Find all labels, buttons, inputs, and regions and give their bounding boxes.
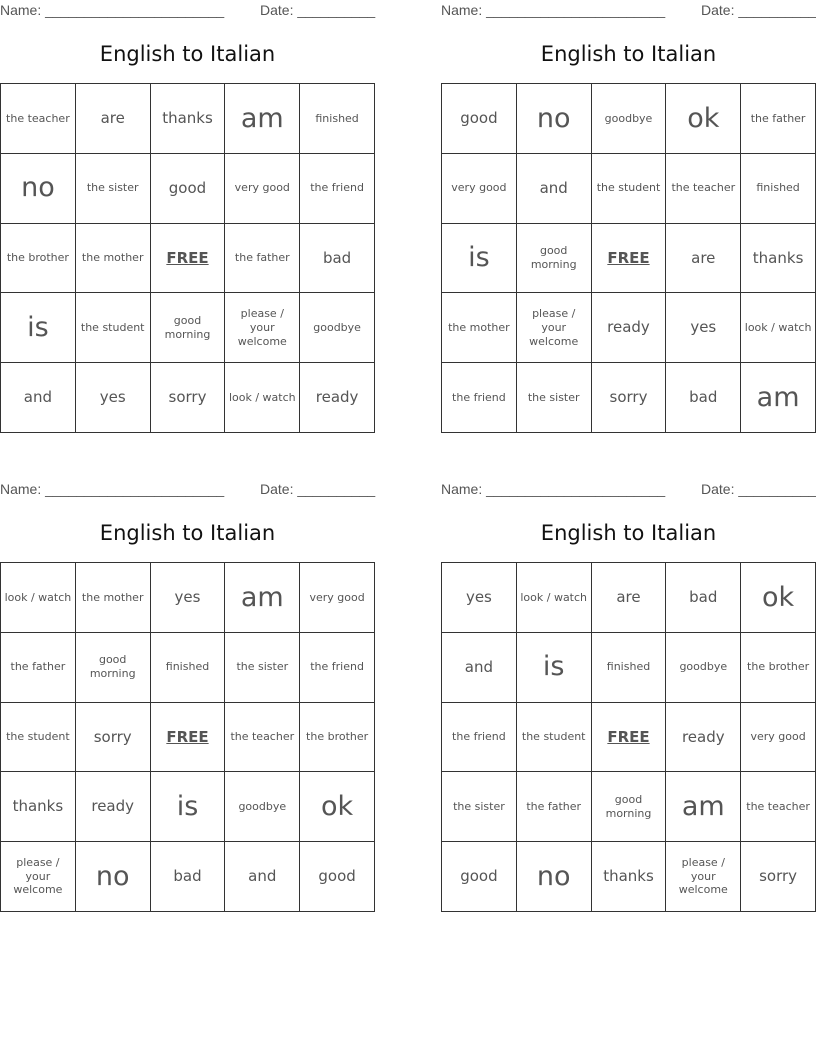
- bingo-cell-the-brother: the brother: [741, 633, 816, 703]
- bingo-cell-is: is: [517, 633, 592, 703]
- bingo-cell-good: good: [442, 842, 517, 912]
- bingo-cell-good: good: [442, 84, 517, 154]
- bingo-cell-thanks: thanks: [592, 842, 667, 912]
- bingo-cell-please-your-welcome: please / your welcome: [225, 293, 300, 363]
- bingo-cell-the-student: the student: [1, 703, 76, 773]
- bingo-cell-please-your-welcome: please / your welcome: [1, 842, 76, 912]
- bingo-cell-the-friend: the friend: [300, 154, 375, 224]
- bingo-cell-sorry: sorry: [76, 703, 151, 773]
- card-title: English to Italian: [99, 42, 276, 66]
- bingo-cell-bad: bad: [666, 363, 741, 433]
- free-space: FREE: [151, 703, 226, 773]
- bingo-cell-the-mother: the mother: [76, 563, 151, 633]
- bingo-cell-ok: ok: [666, 84, 741, 154]
- bingo-cell-ready: ready: [592, 293, 667, 363]
- bingo-cell-the-sister: the sister: [442, 772, 517, 842]
- bingo-card-4: [441, 479, 816, 919]
- bingo-cell-very-good: very good: [225, 154, 300, 224]
- bingo-cell-bad: bad: [666, 563, 741, 633]
- bingo-cell-look-watch: look / watch: [225, 363, 300, 433]
- bingo-cell-please-your-welcome: please / your welcome: [666, 842, 741, 912]
- bingo-cell-the-friend: the friend: [442, 363, 517, 433]
- date-line: Date: __________: [260, 2, 376, 18]
- card-header: [0, 0, 375, 20]
- bingo-cell-no: no: [517, 84, 592, 154]
- bingo-cell-am: am: [225, 563, 300, 633]
- bingo-cell-yes: yes: [442, 563, 517, 633]
- bingo-cell-yes: yes: [151, 563, 226, 633]
- bingo-cell-ready: ready: [76, 772, 151, 842]
- bingo-cell-the-sister: the sister: [517, 363, 592, 433]
- bingo-cell-ready: ready: [300, 363, 375, 433]
- free-space: FREE: [592, 224, 667, 294]
- bingo-cell-look-watch: look / watch: [741, 293, 816, 363]
- bingo-cell-goodbye: goodbye: [300, 293, 375, 363]
- bingo-cell-yes: yes: [666, 293, 741, 363]
- bingo-cell-the-teacher: the teacher: [225, 703, 300, 773]
- bingo-cell-good-morning: good morning: [151, 293, 226, 363]
- bingo-cell-are: are: [76, 84, 151, 154]
- name-line: Name: _______________________: [441, 481, 666, 497]
- bingo-cell-thanks: thanks: [151, 84, 226, 154]
- bingo-cell-the-sister: the sister: [225, 633, 300, 703]
- bingo-cell-the-teacher: the teacher: [741, 772, 816, 842]
- card-header: [441, 0, 816, 20]
- name-line: Name: _______________________: [0, 2, 225, 18]
- bingo-grid: [441, 562, 816, 912]
- bingo-cell-is: is: [1, 293, 76, 363]
- bingo-cell-am: am: [225, 84, 300, 154]
- bingo-cell-good: good: [300, 842, 375, 912]
- bingo-cell-the-student: the student: [517, 703, 592, 773]
- bingo-cell-finished: finished: [151, 633, 226, 703]
- bingo-cell-bad: bad: [300, 224, 375, 294]
- bingo-cell-the-brother: the brother: [300, 703, 375, 773]
- card-header: [441, 479, 816, 499]
- bingo-cell-the-sister: the sister: [76, 154, 151, 224]
- bingo-cell-the-brother: the brother: [1, 224, 76, 294]
- bingo-grid: [0, 562, 375, 912]
- bingo-card-2: [441, 0, 816, 440]
- bingo-cell-the-friend: the friend: [442, 703, 517, 773]
- bingo-cell-the-father: the father: [1, 633, 76, 703]
- bingo-cell-the-teacher: the teacher: [666, 154, 741, 224]
- free-space: FREE: [151, 224, 226, 294]
- bingo-cell-look-watch: look / watch: [1, 563, 76, 633]
- card-title: English to Italian: [540, 42, 717, 66]
- bingo-cell-yes: yes: [76, 363, 151, 433]
- bingo-cell-are: are: [592, 563, 667, 633]
- bingo-cell-goodbye: goodbye: [666, 633, 741, 703]
- bingo-cell-no: no: [1, 154, 76, 224]
- bingo-cell-thanks: thanks: [741, 224, 816, 294]
- bingo-cell-no: no: [76, 842, 151, 912]
- date-line: Date: __________: [701, 481, 816, 497]
- date-line: Date: __________: [701, 2, 816, 18]
- bingo-grid: [0, 83, 375, 433]
- bingo-cell-and: and: [1, 363, 76, 433]
- card-title: English to Italian: [99, 521, 276, 545]
- bingo-cell-finished: finished: [592, 633, 667, 703]
- bingo-cell-and: and: [225, 842, 300, 912]
- bingo-cell-goodbye: goodbye: [592, 84, 667, 154]
- bingo-cell-are: are: [666, 224, 741, 294]
- bingo-cell-very-good: very good: [442, 154, 517, 224]
- bingo-cell-the-student: the student: [592, 154, 667, 224]
- bingo-cell-no: no: [517, 842, 592, 912]
- bingo-cell-ready: ready: [666, 703, 741, 773]
- bingo-card-3: [0, 479, 375, 919]
- bingo-cell-the-mother: the mother: [442, 293, 517, 363]
- bingo-cell-very-good: very good: [300, 563, 375, 633]
- bingo-cell-the-teacher: the teacher: [1, 84, 76, 154]
- bingo-cell-the-father: the father: [517, 772, 592, 842]
- bingo-cell-the-friend: the friend: [300, 633, 375, 703]
- bingo-cell-the-father: the father: [225, 224, 300, 294]
- bingo-cell-sorry: sorry: [741, 842, 816, 912]
- bingo-cell-and: and: [517, 154, 592, 224]
- name-line: Name: _______________________: [0, 481, 225, 497]
- bingo-grid: [441, 83, 816, 433]
- bingo-cell-ok: ok: [741, 563, 816, 633]
- bingo-cell-look-watch: look / watch: [517, 563, 592, 633]
- bingo-cell-is: is: [442, 224, 517, 294]
- bingo-cell-good-morning: good morning: [517, 224, 592, 294]
- date-line: Date: __________: [260, 481, 376, 497]
- card-title: English to Italian: [540, 521, 717, 545]
- bingo-cell-good-morning: good morning: [592, 772, 667, 842]
- bingo-cell-sorry: sorry: [151, 363, 226, 433]
- bingo-cell-thanks: thanks: [1, 772, 76, 842]
- bingo-cell-please-your-welcome: please / your welcome: [517, 293, 592, 363]
- bingo-cell-very-good: very good: [741, 703, 816, 773]
- bingo-cell-the-mother: the mother: [76, 224, 151, 294]
- bingo-cell-finished: finished: [300, 84, 375, 154]
- bingo-cell-am: am: [741, 363, 816, 433]
- bingo-cell-finished: finished: [741, 154, 816, 224]
- bingo-cell-ok: ok: [300, 772, 375, 842]
- bingo-cell-good-morning: good morning: [76, 633, 151, 703]
- bingo-cell-the-student: the student: [76, 293, 151, 363]
- free-space: FREE: [592, 703, 667, 773]
- bingo-cell-and: and: [442, 633, 517, 703]
- bingo-cell-the-father: the father: [741, 84, 816, 154]
- bingo-cell-goodbye: goodbye: [225, 772, 300, 842]
- bingo-cell-am: am: [666, 772, 741, 842]
- bingo-card-1: [0, 0, 375, 440]
- bingo-cell-bad: bad: [151, 842, 226, 912]
- bingo-cell-good: good: [151, 154, 226, 224]
- name-line: Name: _______________________: [441, 2, 666, 18]
- card-header: [0, 479, 375, 499]
- bingo-cell-is: is: [151, 772, 226, 842]
- bingo-cell-sorry: sorry: [592, 363, 667, 433]
